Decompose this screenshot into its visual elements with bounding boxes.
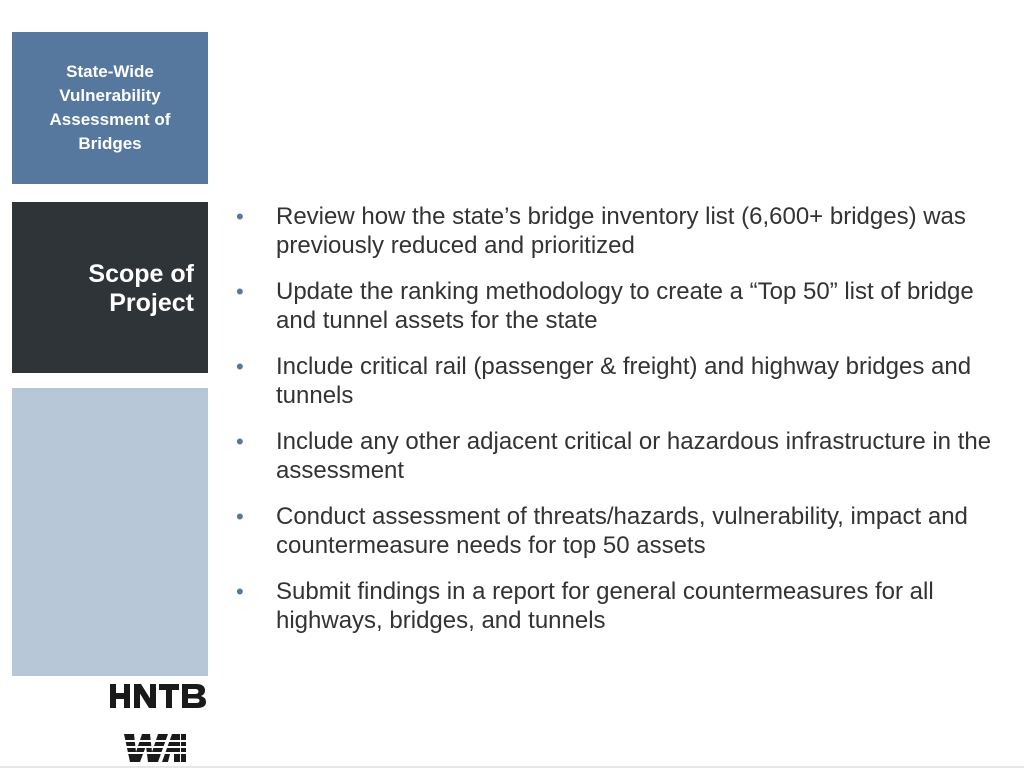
bullet-text: Review how the state’s bridge inventory list (6,600+ bridges) was previously reduced and prioritized xyxy=(276,203,966,259)
bullet-text: Submit findings in a report for general countermeasures for all highways, bridges, and tunnels xyxy=(276,578,934,634)
bullet-list xyxy=(236,202,996,635)
content-area xyxy=(236,202,996,652)
bullet-icon: • xyxy=(236,579,244,604)
bullet-icon: • xyxy=(236,429,244,454)
bullet-item xyxy=(236,577,996,635)
bullet-item xyxy=(236,277,996,335)
section-title-panel xyxy=(12,202,208,373)
bullet-text: Include any other adjacent critical or hazardous infrastructure in the assessment xyxy=(276,428,992,484)
bullet-text: Update the ranking methodology to create a “Top 50” list of bridge and tunnel assets for the state xyxy=(276,278,974,334)
hntb-logo xyxy=(110,682,206,710)
section-title: Scope of Project xyxy=(88,260,194,317)
bullet-item xyxy=(236,202,996,260)
bullet-text: Conduct assessment of threats/hazards, vulnerability, impact and countermeasure needs for top 50 assets xyxy=(276,503,968,559)
bullet-icon: • xyxy=(236,204,244,229)
bullet-icon: • xyxy=(236,354,244,379)
bullet-item xyxy=(236,502,996,560)
bullet-icon: • xyxy=(236,504,244,529)
decorative-panel xyxy=(12,388,208,676)
bullet-text: Include critical rail (passenger & freight) and highway bridges and tunnels xyxy=(276,353,972,409)
bullet-item xyxy=(236,427,996,485)
presentation-title-panel xyxy=(12,32,208,184)
wai-logo xyxy=(124,732,186,764)
bullet-icon: • xyxy=(236,279,244,304)
bullet-item xyxy=(236,352,996,410)
presentation-title: State-Wide Vulnerability Assessment of Bridges xyxy=(49,62,171,153)
